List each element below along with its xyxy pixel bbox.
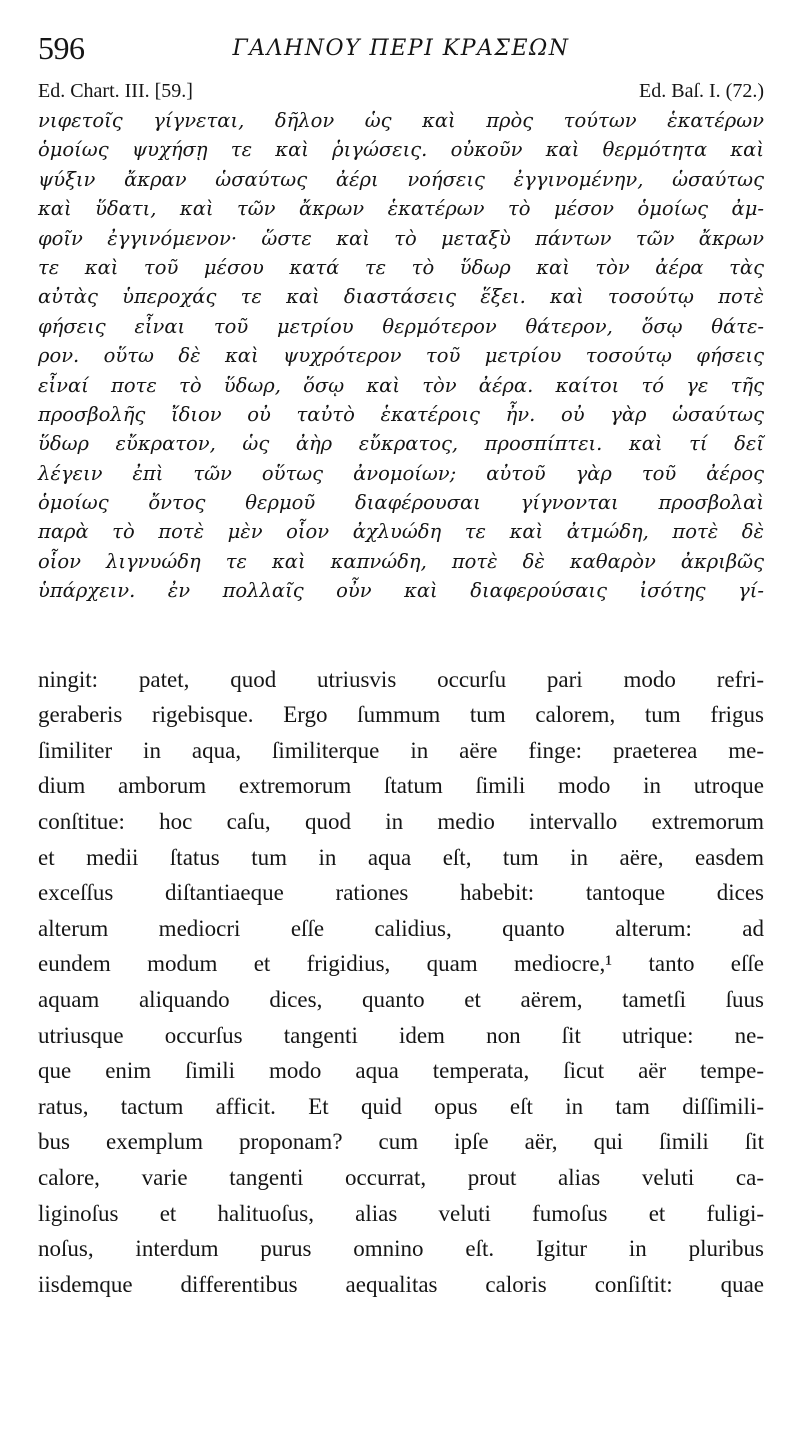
latin-line: liginoſus et halituoſus, alias veluti fumoſus et fuligi- — [38, 1200, 764, 1226]
running-title: ΓΑΛΗΝΟΥ ΠΕΡΙ ΚΡΑΣΕΩΝ — [232, 36, 570, 61]
greek-line: ὁμοίως ψυχήσῃ τε καὶ ῥιγώσεις. οὐκοῦν καὶ θερμότητα καὶ — [38, 138, 764, 162]
latin-line: et medii ſtatus tum in aqua eſt, tum in aëre, easdem — [38, 844, 764, 870]
latin-line: alterum mediocri eſſe calidius, quanto alterum: ad — [38, 915, 764, 941]
page-header — [38, 28, 764, 74]
page-number: 596 — [38, 30, 85, 66]
edition-chartier-reference: Ed. Chart. III. [59.] — [38, 80, 193, 102]
greek-line: φήσεις εἶναι τοῦ μετρίου θερμότερον θάτερον, ὅσῳ θάτε- — [38, 314, 764, 338]
greek-text-block — [38, 106, 764, 606]
latin-line: geraberis rigebisque. Ergo ſummum tum calorem, tum frigus — [38, 702, 764, 728]
latin-line: noſus, interdum purus omnino eſt. Igitur in pluribus — [38, 1236, 764, 1262]
latin-line: eundem modum et frigidius, quam mediocre,¹ tanto eſſe — [38, 951, 764, 977]
latin-line: dium amborum extremorum ſtatum ſimili modo in utroque — [38, 773, 764, 799]
greek-line: λέγειν ἐπὶ τῶν οὕτως ἀνομοίων; αὐτοῦ γὰρ τοῦ ἀέρος — [38, 461, 764, 485]
latin-line: aquam aliquando dices, quanto et aërem, tametſi ſuus — [38, 986, 764, 1012]
greek-line: ψύξιν ἄκραν ὡσαύτως ἀέρι νοήσεις ἐγγινομένην, ὡσαύτως — [38, 167, 764, 191]
latin-line: calore, varie tangenti occurrat, prout alias veluti ca- — [38, 1164, 764, 1190]
latin-text-block — [38, 662, 764, 1303]
greek-line: εἶναί ποτε τὸ ὕδωρ, ὅσῳ καὶ τὸν ἀέρα. καίτοι τό γε τῆς — [38, 373, 764, 397]
latin-line: bus exemplum proponam? cum ipſe aër, qui ſimili ſit — [38, 1129, 764, 1155]
greek-line: νιφετοῖς γίγνεται, δῆλον ὡς καὶ πρὸς τούτων ἑκατέρων — [38, 109, 764, 132]
greek-line: καὶ ὕδατι, καὶ τῶν ἄκρων ἑκατέρων τὸ μέσον ὁμοίως ἀμ- — [38, 197, 764, 221]
latin-line: ratus, tactum afficit. Et quid opus eſt in tam diſſimili- — [38, 1093, 764, 1119]
latin-line: conſtitue: hoc caſu, quod in medio intervallo extremorum — [38, 809, 764, 835]
latin-line: ningit: patet, quod utriusvis occurſu pari modo refri- — [38, 666, 764, 692]
greek-line: ρον. οὕτω δὲ καὶ ψυχρότερον τοῦ μετρίου τοσούτῳ φήσεις — [38, 344, 764, 368]
latin-line: que enim ſimili modo aqua temperata, ſicut aër tempe- — [38, 1058, 764, 1084]
greek-line: αὐτὰς ὑπεροχάς τε καὶ διαστάσεις ἕξει. καὶ τοσούτῳ ποτὲ — [38, 285, 764, 309]
greek-line: παρὰ τὸ ποτὲ μὲν οἷον ἀχλυώδη τε καὶ ἀτμώδη, ποτὲ δὲ — [38, 520, 764, 544]
edition-basel-reference: Ed. Baſ. I. (72.) — [639, 80, 764, 102]
greek-line: φοῖν ἐγγινόμενον· ὥστε καὶ τὸ μεταξὺ πάντων τῶν ἄκρων — [38, 226, 764, 250]
greek-line: ὕδωρ εὔκρατον, ὡς ἀὴρ εὔκρατος, προσπίπτει. καὶ τί δεῖ — [38, 432, 764, 456]
greek-line: ὁμοίως ὄντος θερμοῦ διαφέρουσαι γίγνονται προσβολαὶ — [38, 491, 764, 515]
greek-line: ὑπάρχειν. ἐν πολλαῖς οὖν καὶ διαφερούσαις ἰσότης γί- — [38, 579, 764, 603]
latin-line: iisdemque differentibus aequalitas caloris conſiſtit: quae — [38, 1271, 764, 1297]
greek-line: προσβολῆς ἴδιον οὐ ταὐτὸ ἑκατέροις ἦν. οὐ γὰρ ὡσαύτως — [38, 402, 764, 426]
edition-reference-line — [38, 74, 764, 106]
latin-line: utriusque occurſus tangenti idem non ſit utrique: ne- — [38, 1022, 764, 1048]
greek-line: τε καὶ τοῦ μέσου κατά τε τὸ ὕδωρ καὶ τὸν ἀέρα τὰς — [38, 255, 764, 279]
latin-line: ſimiliter in aqua, ſimiliterque in aëre finge: praeterea me- — [38, 737, 764, 763]
greek-line: οἷον λιγνυώδη τε καὶ καπνώδη, ποτὲ δὲ καθαρὸν ἀκριβῶς — [38, 549, 764, 573]
latin-line: exceſſus diſtantiaeque rationes habebit: tantoque dices — [38, 880, 764, 906]
